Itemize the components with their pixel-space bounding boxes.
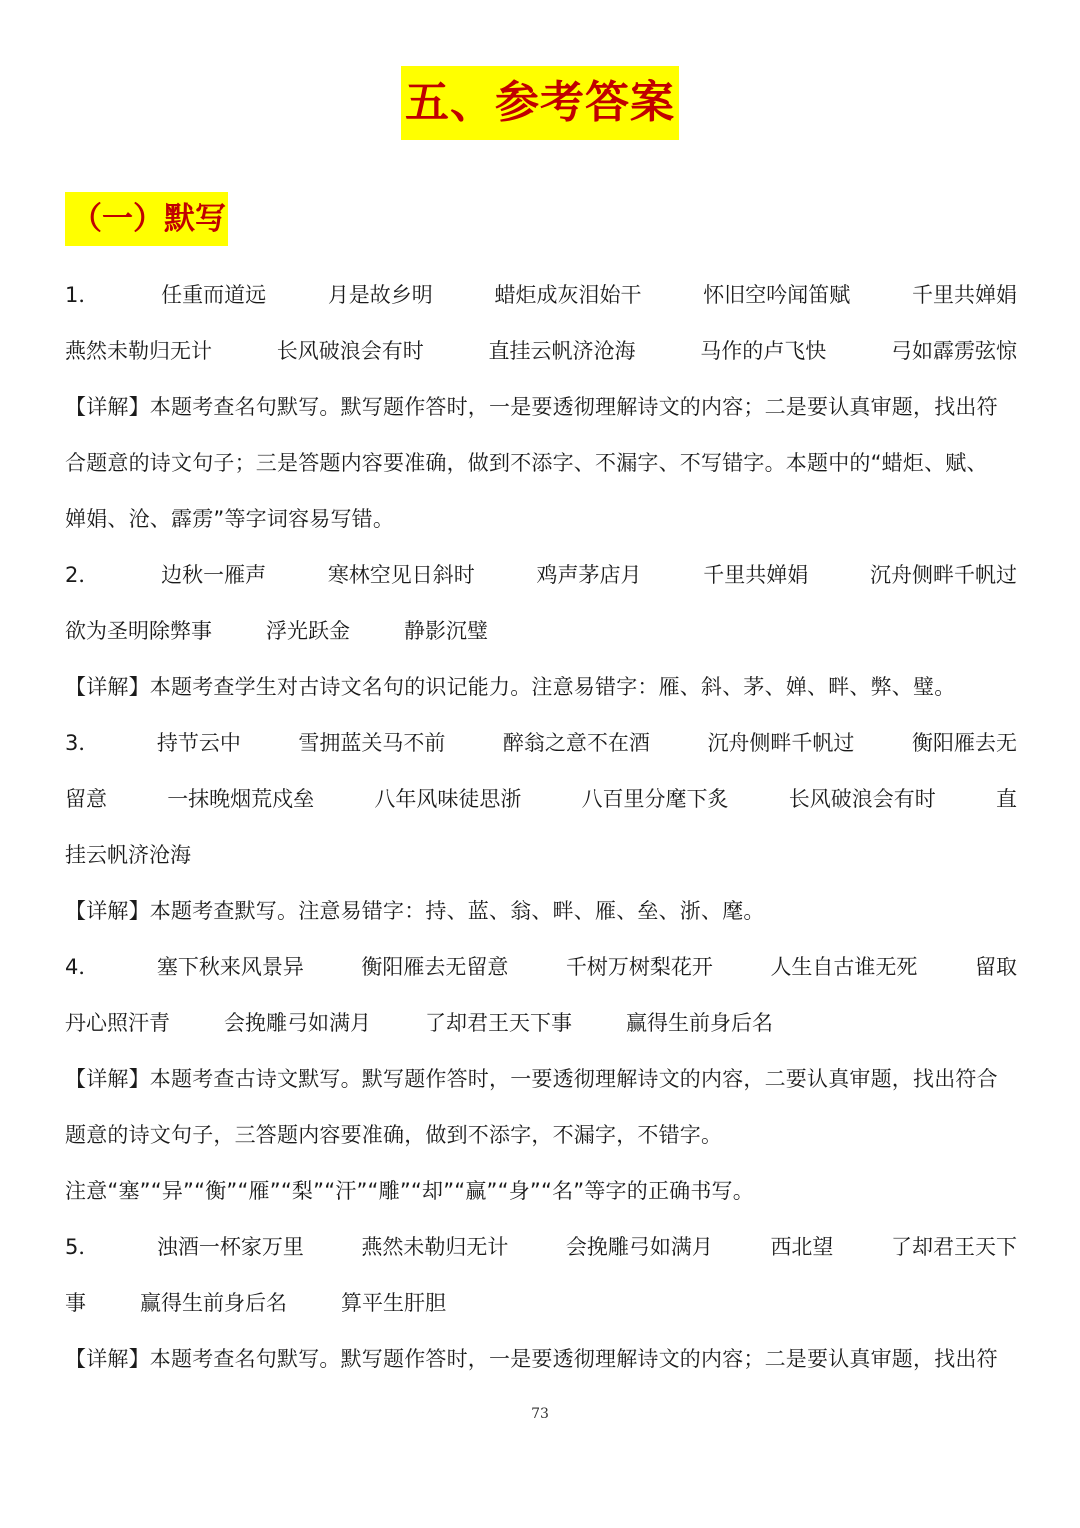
answer-item: 雪拥蓝关马不前 xyxy=(298,731,446,755)
q1-answer-row-1 xyxy=(65,279,1017,311)
answer-item: 沉舟侧畔千帆过 xyxy=(707,731,855,755)
q4-detail-line-1: 【详解】本题考查古诗文默写。默写题作答时，一要透彻理解诗文的内容，二要认真审题，找出符合 xyxy=(65,1067,998,1091)
q5-answer-row-2 xyxy=(65,1287,1017,1319)
answer-item: 千里共婵娟 xyxy=(911,283,1017,307)
answer-item: 马作的卢飞快 xyxy=(700,339,827,363)
answer-item: 长风破浪会有时 xyxy=(788,787,936,811)
answer-item: 丹心照汗青 xyxy=(65,1011,170,1035)
question-number: 5． xyxy=(65,1235,100,1259)
question-number: 2． xyxy=(65,563,100,587)
answer-item: 任重而道远 xyxy=(161,283,267,307)
q3-answer-row-1 xyxy=(65,727,1017,759)
q2-answer-row-2 xyxy=(65,615,1017,647)
answer-item: 直 xyxy=(995,787,1017,811)
answer-item: 挂云帆济沧海 xyxy=(65,843,191,867)
answer-item: 蜡炬成灰泪始干 xyxy=(494,283,642,307)
answer-item: 寒林空见日斜时 xyxy=(327,563,475,587)
answer-item: 留取 xyxy=(974,955,1017,979)
q4-detail-line-3: 注意“塞”“异”“衡”“雁”“梨”“汗”“雕”“却”“赢”“身”“名”等字的正确书写。 xyxy=(65,1179,754,1203)
answer-item: 醉翁之意不在酒 xyxy=(502,731,650,755)
answer-item: 怀旧空吟闻笛赋 xyxy=(703,283,851,307)
answer-item: 直挂云帆济沧海 xyxy=(488,339,636,363)
answer-item: 会挽雕弓如满月 xyxy=(224,1011,371,1035)
answer-item: 浊酒一杯家万里 xyxy=(156,1235,304,1259)
answer-item: 弓如霹雳弦惊 xyxy=(891,339,1017,363)
answer-item: 鸡声茅店月 xyxy=(536,563,642,587)
answer-item: 边秋一雁声 xyxy=(161,563,267,587)
answer-item: 静影沉璧 xyxy=(404,619,488,643)
answer-item: 八年风味徒思浙 xyxy=(374,787,522,811)
answer-item: 长风破浪会有时 xyxy=(276,339,424,363)
q5-detail-line-1: 【详解】本题考查名句默写。默写题作答时，一是要透彻理解诗文的内容；二是要认真审题，找出符 xyxy=(65,1347,998,1371)
section-heading: （一）默写 xyxy=(65,192,228,246)
answer-item: 事 xyxy=(65,1291,86,1315)
q4-answer-row-2 xyxy=(65,1007,1017,1039)
answer-item: 千树万树梨花开 xyxy=(565,955,713,979)
question-number: 4． xyxy=(65,955,100,979)
q3-detail-line-1: 【详解】本题考查默写。注意易错字：持、蓝、翁、畔、雁、垒、浙、麾。 xyxy=(65,899,765,923)
answer-item: 衡阳雁去无留意 xyxy=(361,955,509,979)
answer-item: 塞下秋来风景异 xyxy=(156,955,304,979)
q3-answer-row-2 xyxy=(65,783,1017,815)
answer-item: 持节云中 xyxy=(156,731,241,755)
q2-answer-row-1 xyxy=(65,559,1017,591)
answer-item: 算平生肝胆 xyxy=(341,1291,446,1315)
answer-item: 浮光跃金 xyxy=(266,619,350,643)
q2-detail-line-1: 【详解】本题考查学生对古诗文名句的识记能力。注意易错字：雁、斜、茅、婵、畔、弊、璧。 xyxy=(65,675,956,699)
question-number: 3． xyxy=(65,731,100,755)
q3-answer-row-3 xyxy=(65,839,1017,871)
page-title: 五、参考答案 xyxy=(401,66,679,140)
answer-item: 沉舟侧畔千帆过 xyxy=(869,563,1017,587)
answer-item: 月是故乡明 xyxy=(327,283,433,307)
answer-item: 会挽雕弓如满月 xyxy=(565,1235,713,1259)
answer-item: 了却君王天下 xyxy=(890,1235,1017,1259)
answer-item: 赢得生前身后名 xyxy=(140,1291,287,1315)
answer-item: 西北望 xyxy=(770,1235,834,1259)
q1-answer-row-2 xyxy=(65,335,1017,367)
answer-item: 衡阳雁去无 xyxy=(911,731,1017,755)
page-number: 73 xyxy=(531,1406,549,1422)
answer-item: 留意 xyxy=(65,787,107,811)
answer-item: 一抹晚烟荒戍垒 xyxy=(167,787,315,811)
answer-item: 赢得生前身后名 xyxy=(626,1011,773,1035)
answer-item: 欲为圣明除弊事 xyxy=(65,619,212,643)
answer-item: 八百里分麾下炙 xyxy=(581,787,729,811)
answer-item: 燕然未勒归无计 xyxy=(65,339,212,363)
question-number: 1． xyxy=(65,283,100,307)
q4-detail-line-2: 题意的诗文句子，三答题内容要准确，做到不添字，不漏字，不错字。 xyxy=(65,1123,723,1147)
answer-item: 人生自古谁无死 xyxy=(770,955,918,979)
q1-detail-line-2: 合题意的诗文句子；三是答题内容要准确，做到不添字、不漏字、不写错字。本题中的“蜡炬、赋、 xyxy=(65,451,988,475)
q1-detail-line-1: 【详解】本题考查名句默写。默写题作答时，一是要透彻理解诗文的内容；二是要认真审题，找出符 xyxy=(65,395,998,419)
answer-item: 千里共婵娟 xyxy=(703,563,809,587)
q5-answer-row-1 xyxy=(65,1231,1017,1263)
answer-item: 了却君王天下事 xyxy=(425,1011,572,1035)
q1-detail-line-3: 婵娟、沧、霹雳”等字词容易写错。 xyxy=(65,507,395,531)
title-wrap xyxy=(0,66,1080,140)
q4-answer-row-1 xyxy=(65,951,1017,983)
answer-item: 燕然未勒归无计 xyxy=(361,1235,509,1259)
